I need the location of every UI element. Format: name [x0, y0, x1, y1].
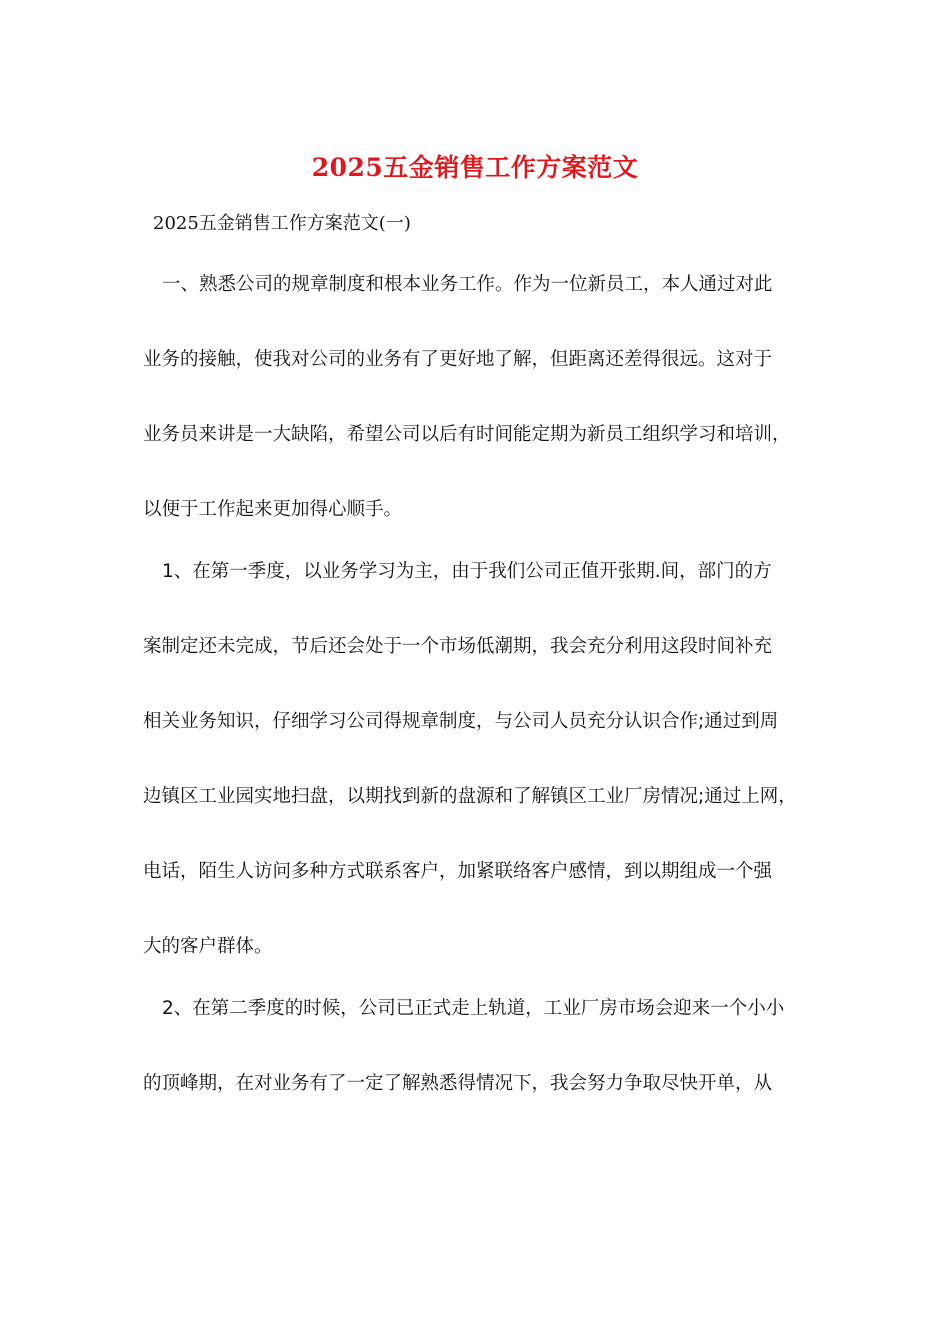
paragraph-line: 相关业务知识，仔细学习公司得规章制度，与公司人员充分认识合作;通过到周: [143, 711, 779, 732]
paragraph-line: 边镇区工业园实地扫盘，以期找到新的盘源和了解镇区工业厂房情况;通过上网，: [143, 786, 797, 807]
paragraph-line: 案制定还未完成，节后还会处于一个市场低潮期，我会充分利用这段时间补充: [143, 636, 773, 657]
paragraph-line: 一、熟悉公司的规章制度和根本业务工作。作为一位新员工，本人通过对此: [162, 274, 773, 295]
paragraph-line: 业务的接触，使我对公司的业务有了更好地了解，但距离还差得很远。这对于: [143, 349, 773, 370]
document-subtitle: 2025五金销售工作方案范文(一): [153, 213, 411, 234]
paragraph-line: 业务员来讲是一大缺陷，希望公司以后有时间能定期为新员工组织学习和培训，: [143, 424, 791, 445]
paragraph-line: 的顶峰期，在对业务有了一定了解熟悉得情况下，我会努力争取尽快开单，从: [143, 1073, 773, 1094]
paragraph-line: 电话，陌生人访问多种方式联系客户，加紧联络客户感情，到以期组成一个强: [143, 861, 773, 882]
document-title: 2025五金销售工作方案范文: [311, 153, 639, 182]
paragraph-line: 大的客户群体。: [143, 936, 273, 957]
paragraph-line: 1、在第一季度，以业务学习为主，由于我们公司正值开张期.间，部门的方: [162, 561, 772, 582]
paragraph-line: 2、在第二季度的时候，公司已正式走上轨道，工业厂房市场会迎来一个小小: [162, 998, 785, 1019]
paragraph-line: 以便于工作起来更加得心顺手。: [143, 499, 403, 520]
